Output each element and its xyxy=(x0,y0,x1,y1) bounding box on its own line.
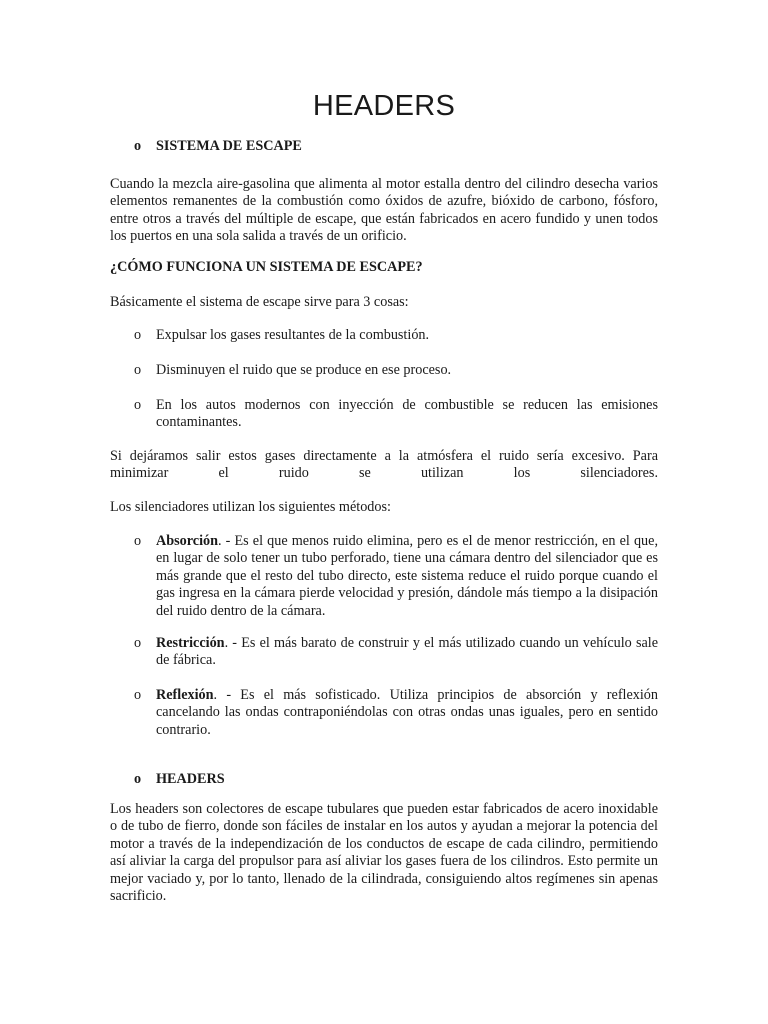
list-item-text: . - Es el más sofisticado. Utiliza principios de absorción y reflexión cancelando las ondas contraponiéndolas con otras ondas unas iguales, pero en sentido contrario. xyxy=(156,687,658,738)
bullet-marker: o xyxy=(134,362,142,378)
list-item-absorcion xyxy=(134,533,658,620)
paragraph-methods: Los silenciadores utilizan los siguientes métodos: xyxy=(110,499,391,515)
term-label: Reflexión xyxy=(156,687,214,703)
list-item xyxy=(134,397,658,432)
term-label: Absorción xyxy=(156,533,219,549)
bullet-marker: o xyxy=(134,138,142,154)
list-item-text: . - Es el que menos ruido elimina, pero es el de menor restricción, en el que, en lugar de solo tener un tubo perforado, tiene una cámara dentro del silenciador que es más grande que el resto del tubo directo, este sistema reduce el ruido porque cuando el gas ingresa en la cámara pierde velocidad y presión, dándole más tiempo a la disipación del ruido dentro de la cámara. xyxy=(156,533,658,619)
bullet-marker: o xyxy=(134,771,142,787)
paragraph-silencers: Si dejáramos salir estos gases directamente a la atmósfera el ruido sería excesivo. Para minimizar el ruido se utilizan los silenciadores. xyxy=(110,448,658,482)
bullet-marker: o xyxy=(134,635,142,651)
list-item-text: Disminuyen el ruido que se produce en ese proceso. xyxy=(156,362,452,378)
section-heading-sistema-de-escape xyxy=(134,138,302,155)
bullet-marker: o xyxy=(134,397,142,413)
bullet-marker: o xyxy=(134,687,142,703)
list-item-text: En los autos modernos con inyección de combustible se reducen las emisiones contaminantes. xyxy=(156,397,658,431)
paragraph-purposes: Básicamente el sistema de escape sirve para 3 cosas: xyxy=(110,294,409,310)
list-item-text: . - Es el más barato de construir y el más utilizado cuando un vehículo sale de fábrica. xyxy=(156,635,658,669)
section-heading-text: HEADERS xyxy=(156,771,225,787)
list-item-restriccion xyxy=(134,635,658,670)
heading-como-funciona: ¿CÓMO FUNCIONA UN SISTEMA DE ESCAPE? xyxy=(110,259,423,275)
list-item xyxy=(134,327,658,344)
paragraph-intro: Cuando la mezcla aire-gasolina que alimenta al motor estalla dentro del cilindro desecha varios elementos remanentes de la combustión como óxidos de azufre, bióxido de carbono, fósforo, entre otros a través del múltiple de escape, que están fabricados en acero fundido y unen todos los puertos en una sola salida a través de un orificio. xyxy=(110,176,658,245)
paragraph-headers: Los headers son colectores de escape tubulares que pueden estar fabricados de acero inoxidable o de tubo de fierro, donde son fáciles de instalar en los autos y ayudan a mejorar la potencia del motor a través de la independización de los conductos de escape de cada cilindro, permitiendo así aliviar la carga del propulsor para así aliviar los gases fuera de los cilindros. Esto permite un mejor vaciado y, por lo tanto, llenado de la cilindrada, consiguiendo altos regímenes sin apenas sacrificio. xyxy=(110,801,658,905)
document-title: HEADERS xyxy=(312,90,456,122)
section-heading-text: SISTEMA DE ESCAPE xyxy=(156,138,302,154)
term-label: Restricción xyxy=(156,635,225,651)
bullet-marker: o xyxy=(134,533,142,549)
section-heading-headers xyxy=(134,771,225,788)
list-item-reflexion xyxy=(134,687,658,739)
list-item xyxy=(134,362,658,379)
bullet-marker: o xyxy=(134,327,142,343)
list-item-text: Expulsar los gases resultantes de la combustión. xyxy=(156,327,430,343)
